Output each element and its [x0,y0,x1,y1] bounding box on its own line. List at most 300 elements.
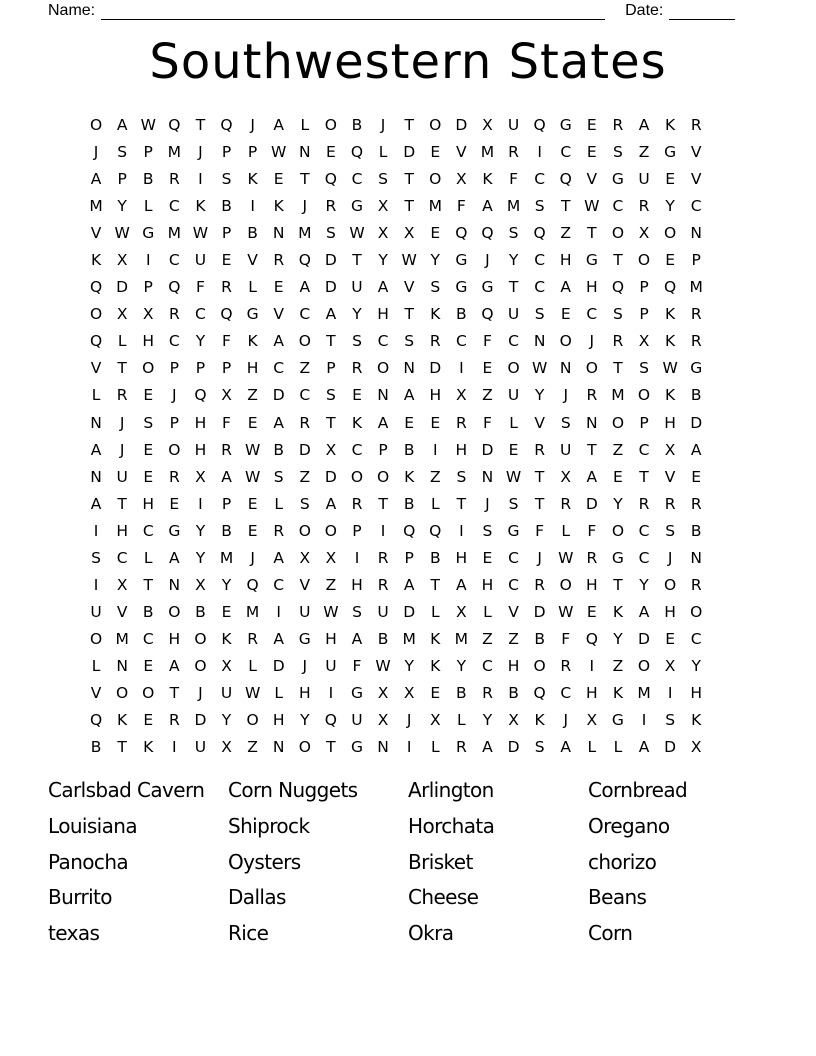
grid-cell[interactable]: T [352,251,362,270]
grid-cell[interactable]: F [509,170,518,189]
grid-cell[interactable]: D [455,116,468,134]
grid-cell[interactable]: O [116,683,129,702]
grid-cell[interactable]: F [482,413,492,432]
grid-cell[interactable]: G [455,251,468,270]
grid-cell[interactable]: G [585,251,598,270]
grid-cell[interactable]: C [377,332,389,351]
grid-cell[interactable]: Z [560,224,572,243]
grid-cell[interactable]: D [507,738,520,757]
grid-cell[interactable]: K [273,197,284,216]
grid-cell[interactable]: L [274,494,284,513]
grid-cell[interactable]: O [324,116,337,134]
grid-cell[interactable]: E [430,683,441,702]
grid-cell[interactable]: S [221,170,232,189]
grid-cell[interactable]: W [558,602,574,621]
grid-cell[interactable]: T [534,467,545,486]
grid-cell[interactable]: R [429,332,441,351]
grid-cell[interactable]: E [586,116,597,134]
grid-cell[interactable]: U [299,602,311,621]
grid-cell[interactable]: T [326,332,336,351]
grid-cell[interactable]: S [299,494,310,513]
grid-cell[interactable]: R [325,197,337,216]
grid-cell[interactable]: O [194,629,207,648]
grid-cell[interactable]: X [586,711,598,730]
grid-cell[interactable]: U [507,305,520,324]
grid-cell[interactable]: W [401,251,417,270]
grid-cell[interactable]: R [273,521,285,540]
grid-cell[interactable]: Q [664,278,677,297]
grid-cell[interactable]: G [507,521,520,540]
grid-cell[interactable]: B [142,170,154,189]
grid-cell[interactable]: U [377,602,389,621]
grid-cell[interactable]: J [302,197,308,216]
grid-cell[interactable]: A [482,738,493,757]
grid-cell[interactable]: R [221,278,232,297]
grid-cell[interactable]: Z [612,440,624,459]
grid-cell[interactable]: P [639,413,649,432]
grid-cell[interactable]: R [482,683,493,702]
grid-cell[interactable]: X [116,251,128,270]
grid-cell[interactable]: C [560,143,572,162]
grid-cell[interactable]: V [456,143,467,162]
grid-cell[interactable]: J [198,143,203,162]
grid-cell[interactable]: C [638,521,650,540]
grid-cell[interactable]: X [377,197,389,216]
grid-cell[interactable]: Y [691,656,701,675]
grid-cell[interactable]: J [563,386,569,405]
grid-cell[interactable]: E [273,278,284,297]
grid-cell[interactable]: S [143,413,154,432]
grid-cell[interactable]: L [91,386,101,405]
grid-cell[interactable]: L [248,656,257,675]
grid-cell[interactable]: B [534,629,545,648]
grid-cell[interactable]: Z [247,386,258,405]
grid-cell[interactable]: J [172,386,177,405]
grid-cell[interactable]: Y [456,656,467,675]
grid-cell[interactable]: N [377,386,389,405]
grid-cell[interactable]: Z [325,575,337,594]
grid-cell[interactable]: N [272,738,285,757]
grid-cell[interactable]: M [454,629,469,648]
grid-cell[interactable]: Q [324,711,337,730]
grid-cell[interactable]: R [168,467,180,486]
grid-cell[interactable]: A [90,440,102,459]
grid-cell[interactable]: S [560,413,571,432]
grid-cell[interactable]: O [559,575,572,594]
grid-cell[interactable]: J [485,251,490,270]
grid-cell[interactable]: V [690,170,702,189]
grid-cell[interactable]: R [638,494,650,513]
grid-cell[interactable]: T [326,738,336,757]
grid-cell[interactable]: H [586,683,598,702]
grid-cell[interactable]: A [299,278,311,297]
grid-cell[interactable]: X [638,332,650,351]
grid-cell[interactable]: L [430,494,440,513]
grid-cell[interactable]: D [272,656,285,675]
grid-cell[interactable]: Y [195,548,206,567]
grid-cell[interactable]: Z [429,467,441,486]
grid-cell[interactable]: X [664,656,676,675]
grid-cell[interactable]: P [117,170,127,189]
grid-cell[interactable]: Q [403,521,416,540]
grid-cell[interactable]: B [429,548,441,567]
grid-cell[interactable]: C [299,386,311,405]
grid-cell[interactable]: W [244,440,261,459]
grid-cell[interactable]: D [481,440,494,459]
grid-cell[interactable]: B [690,521,702,540]
grid-cell[interactable]: U [507,386,520,405]
grid-cell[interactable]: R [690,575,702,594]
grid-cell[interactable]: N [168,575,181,594]
grid-cell[interactable]: W [244,467,261,486]
grid-cell[interactable]: C [195,305,206,324]
grid-cell[interactable]: E [247,494,258,513]
grid-cell[interactable]: P [639,278,649,297]
grid-cell[interactable]: U [194,251,207,270]
grid-cell[interactable]: R [534,575,546,594]
grid-cell[interactable]: C [638,440,650,459]
grid-cell[interactable]: C [482,656,493,675]
grid-cell[interactable]: K [247,332,258,351]
grid-cell[interactable]: C [508,548,519,567]
grid-cell[interactable]: A [482,197,493,216]
grid-cell[interactable]: T [639,467,649,486]
grid-cell[interactable]: Y [221,711,232,730]
grid-cell[interactable]: R [299,413,311,432]
grid-cell[interactable]: X [456,170,467,189]
grid-cell[interactable]: X [377,711,389,730]
grid-cell[interactable]: I [198,170,203,189]
grid-cell[interactable]: O [168,440,181,459]
grid-cell[interactable]: M [89,197,103,216]
grid-cell[interactable]: Z [482,386,493,405]
grid-cell[interactable]: R [455,413,467,432]
grid-cell[interactable]: X [325,440,337,459]
grid-cell[interactable]: K [612,602,623,621]
grid-cell[interactable]: C [534,278,546,297]
grid-cell[interactable]: R [690,116,702,134]
grid-cell[interactable]: M [428,197,442,216]
grid-cell[interactable]: B [247,224,258,243]
grid-cell[interactable]: H [168,629,181,648]
grid-cell[interactable]: Z [299,467,311,486]
grid-cell[interactable]: N [690,548,702,567]
grid-cell[interactable]: D [403,602,416,621]
grid-cell[interactable]: M [298,224,312,243]
grid-cell[interactable]: H [351,575,363,594]
grid-cell[interactable]: S [639,359,649,378]
grid-cell[interactable]: R [377,575,389,594]
grid-cell[interactable]: A [351,629,363,648]
grid-cell[interactable]: U [116,467,128,486]
grid-cell[interactable]: O [376,359,390,378]
grid-cell[interactable]: O [507,359,520,378]
grid-cell[interactable]: J [380,116,386,134]
grid-cell[interactable]: U [194,738,207,757]
grid-cell[interactable]: D [116,278,129,297]
grid-cell[interactable]: Q [298,251,311,270]
grid-cell[interactable]: E [482,548,493,567]
grid-cell[interactable]: G [664,143,677,162]
grid-cell[interactable]: E [169,494,180,513]
grid-cell[interactable]: C [690,629,702,648]
grid-cell[interactable]: L [483,602,492,621]
grid-cell[interactable]: I [589,656,595,675]
grid-cell[interactable]: A [690,440,702,459]
grid-cell[interactable]: C [612,197,624,216]
grid-cell[interactable]: E [143,440,154,459]
grid-cell[interactable]: K [430,629,441,648]
grid-cell[interactable]: K [665,386,676,405]
grid-cell[interactable]: I [459,359,464,378]
grid-cell[interactable]: H [481,575,494,594]
grid-cell[interactable]: Q [455,224,468,243]
grid-cell[interactable]: V [508,602,519,621]
grid-cell[interactable]: X [638,224,650,243]
grid-cell[interactable]: S [534,197,545,216]
grid-cell[interactable]: F [482,332,492,351]
grid-cell[interactable]: L [143,197,153,216]
grid-cell[interactable]: A [273,332,284,351]
grid-cell[interactable]: K [247,170,258,189]
grid-cell[interactable]: G [142,224,155,243]
grid-cell[interactable]: R [168,711,180,730]
grid-cell[interactable]: H [455,440,468,459]
grid-cell[interactable]: O [664,224,677,243]
grid-cell[interactable]: X [482,116,493,134]
grid-cell[interactable]: Y [378,251,388,270]
grid-cell[interactable]: Z [638,143,650,162]
grid-cell[interactable]: T [430,575,440,594]
grid-cell[interactable]: S [665,711,676,730]
grid-cell[interactable]: R [638,197,650,216]
grid-cell[interactable]: U [638,170,650,189]
grid-cell[interactable]: H [298,683,311,702]
grid-cell[interactable]: M [637,683,651,702]
grid-cell[interactable]: O [168,602,181,621]
grid-cell[interactable]: Y [221,575,232,594]
grid-cell[interactable]: J [589,332,595,351]
grid-cell[interactable]: B [273,440,285,459]
grid-cell[interactable]: O [324,521,337,540]
grid-cell[interactable]: Q [246,575,259,594]
grid-cell[interactable]: Q [89,711,103,730]
grid-cell[interactable]: X [690,738,702,757]
grid-cell[interactable]: C [142,521,154,540]
grid-cell[interactable]: E [613,467,623,486]
grid-cell[interactable]: Y [117,197,127,216]
grid-cell[interactable]: D [533,602,546,621]
grid-cell[interactable]: T [195,116,206,134]
grid-cell[interactable]: V [247,251,258,270]
grid-cell[interactable]: Q [429,521,442,540]
grid-cell[interactable]: J [563,711,569,730]
grid-cell[interactable]: R [586,548,598,567]
grid-cell[interactable]: J [406,711,412,730]
grid-cell[interactable]: K [143,738,154,757]
grid-cell[interactable]: B [377,629,389,648]
grid-cell[interactable]: Y [665,197,675,216]
grid-cell[interactable]: S [325,386,336,405]
grid-cell[interactable]: X [456,386,467,405]
grid-cell[interactable]: O [637,386,651,405]
grid-cell[interactable]: P [143,278,153,297]
grid-cell[interactable]: N [90,413,102,432]
grid-cell[interactable]: P [143,143,153,162]
grid-cell[interactable]: Y [300,711,310,730]
grid-cell[interactable]: V [534,413,545,432]
grid-cell[interactable]: O [664,575,677,594]
grid-cell[interactable]: S [508,494,519,513]
grid-cell[interactable]: O [298,332,311,351]
grid-cell[interactable]: L [613,738,623,757]
grid-cell[interactable]: T [117,359,127,378]
grid-cell[interactable]: K [430,305,441,324]
grid-cell[interactable]: X [377,224,389,243]
grid-cell[interactable]: V [299,575,311,594]
grid-cell[interactable]: E [247,521,258,540]
grid-cell[interactable]: X [221,738,232,757]
grid-cell[interactable]: H [377,305,389,324]
grid-cell[interactable]: F [222,413,231,432]
grid-cell[interactable]: J [119,413,125,432]
grid-cell[interactable]: Z [612,656,624,675]
grid-cell[interactable]: I [406,738,412,757]
grid-cell[interactable]: S [325,224,336,243]
grid-cell[interactable]: D [298,440,311,459]
grid-cell[interactable]: B [456,305,467,324]
grid-cell[interactable]: U [90,602,102,621]
grid-cell[interactable]: R [351,359,363,378]
grid-cell[interactable]: N [298,143,311,162]
grid-cell[interactable]: Y [482,711,493,730]
grid-cell[interactable]: B [456,683,467,702]
grid-cell[interactable]: F [456,197,466,216]
grid-cell[interactable]: T [143,575,153,594]
grid-cell[interactable]: V [690,143,702,162]
grid-cell[interactable]: I [145,251,151,270]
grid-cell[interactable]: L [248,278,257,297]
grid-cell[interactable]: C [534,251,546,270]
grid-cell[interactable]: L [274,683,284,702]
grid-cell[interactable]: K [117,711,128,730]
grid-cell[interactable]: N [559,359,572,378]
grid-cell[interactable]: G [455,278,468,297]
grid-cell[interactable]: Z [299,359,311,378]
grid-cell[interactable]: B [403,494,415,513]
grid-cell[interactable]: X [221,386,232,405]
grid-cell[interactable]: M [167,224,182,243]
grid-cell[interactable]: G [690,359,703,378]
grid-cell[interactable]: N [690,224,702,243]
grid-cell[interactable]: K [430,656,441,675]
grid-cell[interactable]: P [247,143,258,162]
grid-cell[interactable]: I [432,440,438,459]
grid-cell[interactable]: C [273,575,285,594]
grid-cell[interactable]: V [664,467,676,486]
grid-cell[interactable]: I [93,575,99,594]
grid-cell[interactable]: Q [220,116,233,134]
grid-cell[interactable]: O [89,116,103,134]
grid-cell[interactable]: S [613,143,623,162]
grid-cell[interactable]: L [300,116,310,134]
grid-cell[interactable]: Q [481,224,494,243]
grid-cell[interactable]: A [403,575,415,594]
grid-cell[interactable]: C [116,548,128,567]
grid-cell[interactable]: E [560,305,571,324]
grid-cell[interactable]: A [403,386,415,405]
grid-cell[interactable]: U [220,683,233,702]
grid-cell[interactable]: R [455,738,467,757]
grid-cell[interactable]: V [90,224,102,243]
grid-cell[interactable]: T [300,170,310,189]
grid-cell[interactable]: B [221,197,232,216]
grid-cell[interactable]: X [116,305,128,324]
grid-cell[interactable]: N [586,413,598,432]
grid-cell[interactable]: O [429,116,442,134]
grid-cell[interactable]: A [116,116,128,134]
grid-cell[interactable]: V [403,278,415,297]
grid-cell[interactable]: C [638,548,650,567]
grid-cell[interactable]: O [585,359,598,378]
grid-cell[interactable]: A [90,170,102,189]
grid-cell[interactable]: H [272,711,285,730]
grid-cell[interactable]: V [116,602,128,621]
grid-cell[interactable]: X [429,711,441,730]
grid-cell[interactable]: L [117,332,127,351]
grid-cell[interactable]: W [140,116,156,134]
grid-cell[interactable]: G [350,683,363,702]
grid-cell[interactable]: D [194,711,207,730]
grid-cell[interactable]: I [250,197,255,216]
grid-cell[interactable]: S [378,170,388,189]
grid-cell[interactable]: T [613,251,623,270]
grid-cell[interactable]: S [352,332,362,351]
grid-cell[interactable]: P [639,305,649,324]
grid-cell[interactable]: E [352,386,362,405]
grid-cell[interactable]: Q [611,278,625,297]
grid-cell[interactable]: R [247,629,258,648]
grid-cell[interactable]: N [377,738,389,757]
grid-cell[interactable]: G [246,305,259,324]
grid-cell[interactable]: N [533,332,546,351]
grid-cell[interactable]: O [533,656,546,675]
grid-cell[interactable]: Y [639,575,649,594]
grid-cell[interactable]: A [560,278,572,297]
grid-cell[interactable]: U [325,656,337,675]
grid-cell[interactable]: V [273,305,284,324]
grid-cell[interactable]: P [169,413,179,432]
grid-cell[interactable]: B [221,521,232,540]
grid-cell[interactable]: E [482,359,493,378]
grid-cell[interactable]: Z [508,629,519,648]
grid-cell[interactable]: I [641,711,647,730]
grid-cell[interactable]: S [430,278,441,297]
grid-cell[interactable]: A [169,548,180,567]
grid-cell[interactable]: D [638,629,650,648]
grid-cell[interactable]: X [456,602,467,621]
grid-cell[interactable]: H [664,413,676,432]
grid-cell[interactable]: O [350,467,364,486]
grid-cell[interactable]: I [667,683,673,702]
grid-cell[interactable]: E [247,413,258,432]
grid-cell[interactable]: N [272,224,285,243]
grid-cell[interactable]: R [612,116,624,134]
grid-cell[interactable]: R [560,656,572,675]
grid-cell[interactable]: J [93,143,99,162]
grid-cell[interactable]: V [90,359,102,378]
grid-cell[interactable]: E [586,143,597,162]
